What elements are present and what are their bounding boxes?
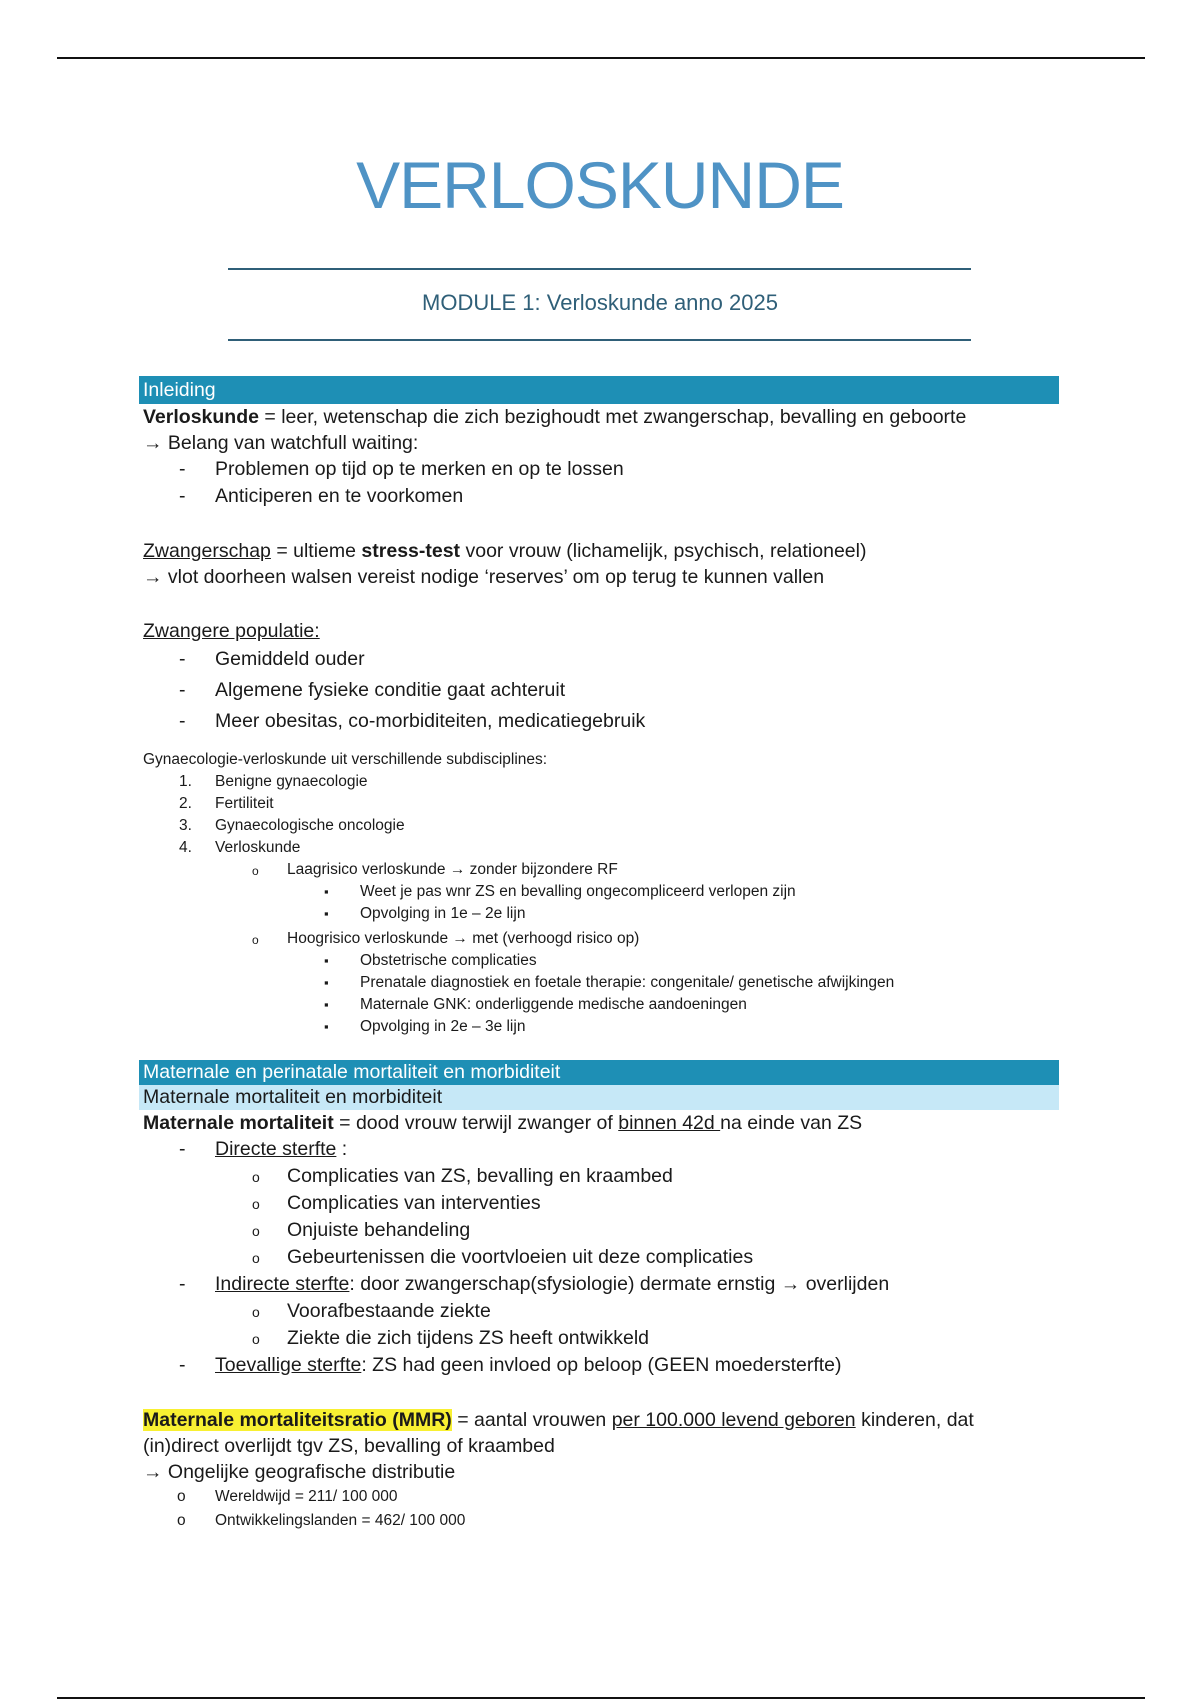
list-item: ▪ Opvolging in 2e – 3e lijn [324, 1018, 526, 1035]
mmr-definition-line2: (in)direct overlijdt tgv ZS, bevalling of kraambed [143, 1435, 555, 1457]
list-item: ▪ Prenatale diagnostiek en foetale therapie: congenitale/ genetische afwijkingen [324, 974, 895, 991]
section-header-inleiding: Inleiding [139, 376, 1059, 404]
list-item: o Hoogrisico verloskunde → met (verhoogd risico op) [252, 930, 640, 947]
list-item: - Toevallige sterfte: ZS had geen invloed op beloop (GEEN moedersterfte) [179, 1354, 842, 1376]
list-item: o Ontwikkelingslanden = 462/ 100 000 [177, 1512, 466, 1529]
list-item: ▪ Weet je pas wnr ZS en bevalling ongecompliceerd verlopen zijn [324, 883, 796, 900]
list-item: - Anticiperen en te voorkomen [179, 485, 464, 507]
verloskunde-definition: Verloskunde = leer, wetenschap die zich bezighoudt met zwangerschap, bevalling en geboorte [143, 406, 967, 428]
subtitle-bottom-rule [228, 339, 971, 341]
list-item: - Problemen op tijd op te merken en op te lossen [179, 458, 624, 480]
list-item: o Gebeurtenissen die voortvloeien uit deze complicaties [252, 1246, 754, 1268]
distributie-line: → Ongelijke geografische distributie [143, 1461, 456, 1483]
populatie-title: Zwangere populatie: [143, 620, 320, 642]
list-item: o Laagrisico verloskunde → zonder bijzondere RF [252, 861, 618, 878]
list-item: ▪ Obstetrische complicaties [324, 952, 537, 969]
zwangerschap-definition: Zwangerschap = ultieme stress-test voor vrouw (lichamelijk, psychisch, relationeel) [143, 540, 867, 562]
list-item: o Wereldwijd = 211/ 100 000 [177, 1488, 398, 1505]
list-item: - Indirecte sterfte: door zwangerschap(sfysiologie) dermate ernstig → overlijden [179, 1273, 890, 1295]
watchful-waiting-line: → Belang van watchfull waiting: [143, 432, 419, 454]
section-header-mortaliteit: Maternale en perinatale mortaliteit en morbiditeit [139, 1060, 1059, 1085]
subsection-header: Maternale mortaliteit en morbiditeit [139, 1085, 1059, 1110]
list-item: o Complicaties van ZS, bevalling en kraambed [252, 1165, 673, 1187]
mmr-definition: Maternale mortaliteitsratio (MMR) = aantal vrouwen per 100.000 levend geboren kinderen, dat [143, 1409, 974, 1431]
list-item: o Ziekte die zich tijdens ZS heeft ontwikkeld [252, 1327, 650, 1349]
maternale-mortaliteit-definition: Maternale mortaliteit = dood vrouw terwijl zwanger of binnen 42d na einde van ZS [143, 1112, 863, 1134]
list-item: - Directe sterfte : [179, 1138, 348, 1160]
subtitle-top-rule [228, 268, 971, 270]
list-item: - Gemiddeld ouder [179, 648, 365, 670]
list-item: ▪ Opvolging in 1e – 2e lijn [324, 905, 526, 922]
page-bottom-rule [57, 1697, 1145, 1699]
list-item: 4. Verloskunde [179, 839, 301, 856]
document-title: VERLOSKUNDE [356, 148, 844, 222]
list-item: ▪ Maternale GNK: onderliggende medische aandoeningen [324, 996, 747, 1013]
document-body [139, 376, 1059, 1533]
list-item: 3. Gynaecologische oncologie [179, 817, 405, 834]
gyn-intro: Gynaecologie-verloskunde uit verschillende subdisciplines: [143, 751, 548, 768]
reserves-line: → vlot doorheen walsen vereist nodige ‘reserves’ om op terug te kunnen vallen [143, 566, 825, 588]
list-item: 1. Benigne gynaecologie [179, 773, 368, 790]
list-item: - Algemene fysieke conditie gaat achteruit [179, 679, 566, 701]
arrow-icon: → [143, 1461, 163, 1483]
document-subtitle: MODULE 1: Verloskunde anno 2025 [422, 290, 778, 315]
arrow-icon: → [143, 566, 163, 588]
arrow-icon: → [143, 432, 163, 454]
list-item: - Meer obesitas, co-morbiditeiten, medicatiegebruik [179, 710, 646, 732]
list-item: o Onjuiste behandeling [252, 1219, 471, 1241]
list-item: o Complicaties van interventies [252, 1192, 541, 1214]
list-item: o Voorafbestaande ziekte [252, 1300, 491, 1322]
page-top-rule [57, 57, 1145, 59]
list-item: 2. Fertiliteit [179, 795, 274, 812]
